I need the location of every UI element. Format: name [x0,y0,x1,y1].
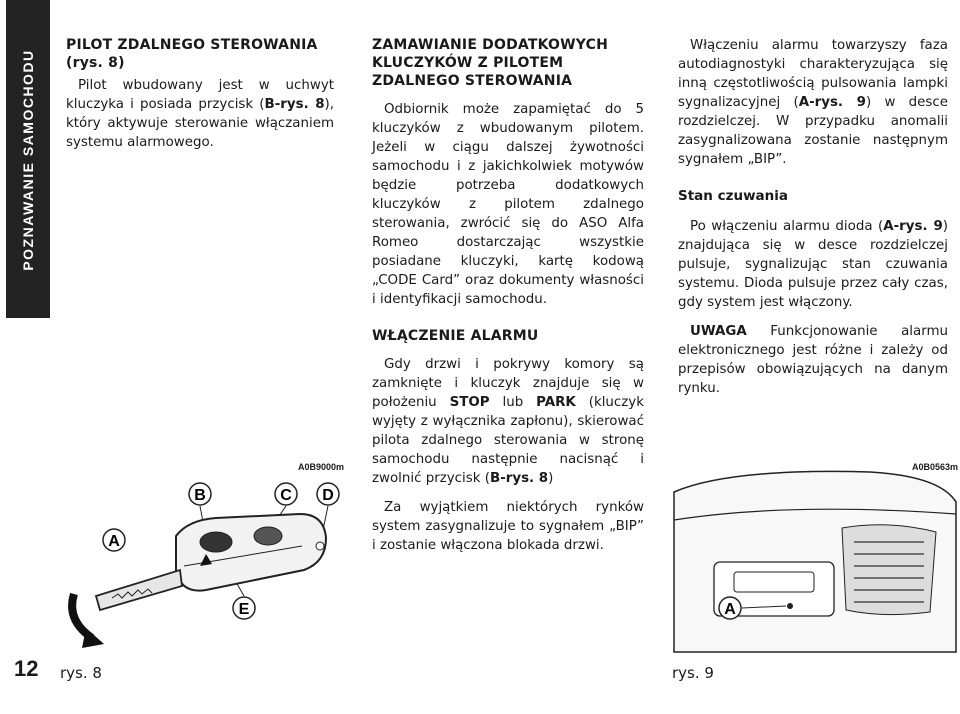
heading-alarm-on: WŁĄCZENIE ALARMU [372,328,539,344]
callout-e: E [238,601,250,618]
callout-a: A [724,601,736,618]
paragraph-standby: Po włączeniu alarmu dioda (A-rys. 9) znajdująca się w desce rozdzielczej pulsuje, sygnalizując stan czuwania systemu. Dioda pulsuje przez cały czas, gdy system jest włączony. [678,219,948,310]
figure-9-dashboard [670,462,960,662]
figure-code: A0B9000m [297,462,344,472]
paragraph-self-diagnostics: Włączeniu alarmu towarzyszy faza autodiagnostyki charakteryzująca się inną częstotliwością pulsowania lampki sygnalizacyjnej (A-rys. 9) w desce rozdzielczej. W przypadku anomalii zasygnalizowana zostanie następnym sygnałem „BIP”. [678,38,948,167]
heading-order-keys: ZAMAWIANIE DODATKOWYCH KLUCZYKÓW Z PILOTEM ZDALNEGO STEROWANIA [372,37,609,89]
section-label: POZNAWANIE SAMOCHODU [20,49,36,271]
heading-remote-control: PILOT ZDALNEGO STEROWANIA (rys. 8) [66,37,318,71]
paragraph-remote-control: Pilot wbudowany jest w uchwyt kluczyka i posiada przycisk (B-rys. 8), który aktywuje sterowanie włączaniem systemu alarmowego. [66,78,334,150]
callout-a: A [108,533,120,550]
figure-code: A0B0563m [911,462,958,472]
warning-label: UWAGA [690,324,747,339]
figure-8-caption: rys. 8 [60,664,102,682]
paragraph-warning: UWAGA Funkcjonowanie alarmu elektronicznego jest różne i zależy od przepisów obowiązujących na danym rynku. [678,324,948,396]
figure-8-key-remote [56,462,346,662]
column-1 [66,36,334,152]
figure-9-caption: rys. 9 [672,664,714,682]
callout-d: D [322,487,334,504]
paragraph-alarm-on: Gdy drzwi i pokrywy komory są zamknięte i kluczyk znajduje się w położeniu STOP lub PARK (kluczyk wyjęty z wyłącznika zapłonu), skierować pilota zdalnego sterowania w stronę samochodu następnie nacisnąć i zwolnić przycisk (B-rys. 8) [372,357,644,486]
paragraph-bip-signal: Za wyjątkiem niektórych rynków system zasygnalizuje to sygnałem „BIP” i zostanie włączona blokada drzwi. [372,500,644,553]
paragraph-order-keys: Odbiornik może zapamiętać do 5 kluczyków z wbudowanym pilotem. Jeżeli w ciągu dalszej żywotności samochodu i z jakichkolwiek motywów będzie potrzeba dodatkowych kluczyków z pilotem zdalnego sterowania, zwrócić się do ASO Alfa Romeo dostarczając wszystkie posiadane kluczyki, kartę kodową „CODE Card” oraz dokumenty własności i identyfikacji samochodu. [372,102,644,307]
key-illustration [56,462,346,662]
column-3 [678,36,948,398]
dashboard-illustration [670,462,960,662]
callout-b: B [194,487,206,504]
figure-reference: B-rys. 8 [264,97,325,112]
page-number: 12 [14,656,39,681]
column-2 [372,36,644,555]
heading-standby: Stan czuwania [678,188,788,204]
callout-c: C [280,487,292,504]
